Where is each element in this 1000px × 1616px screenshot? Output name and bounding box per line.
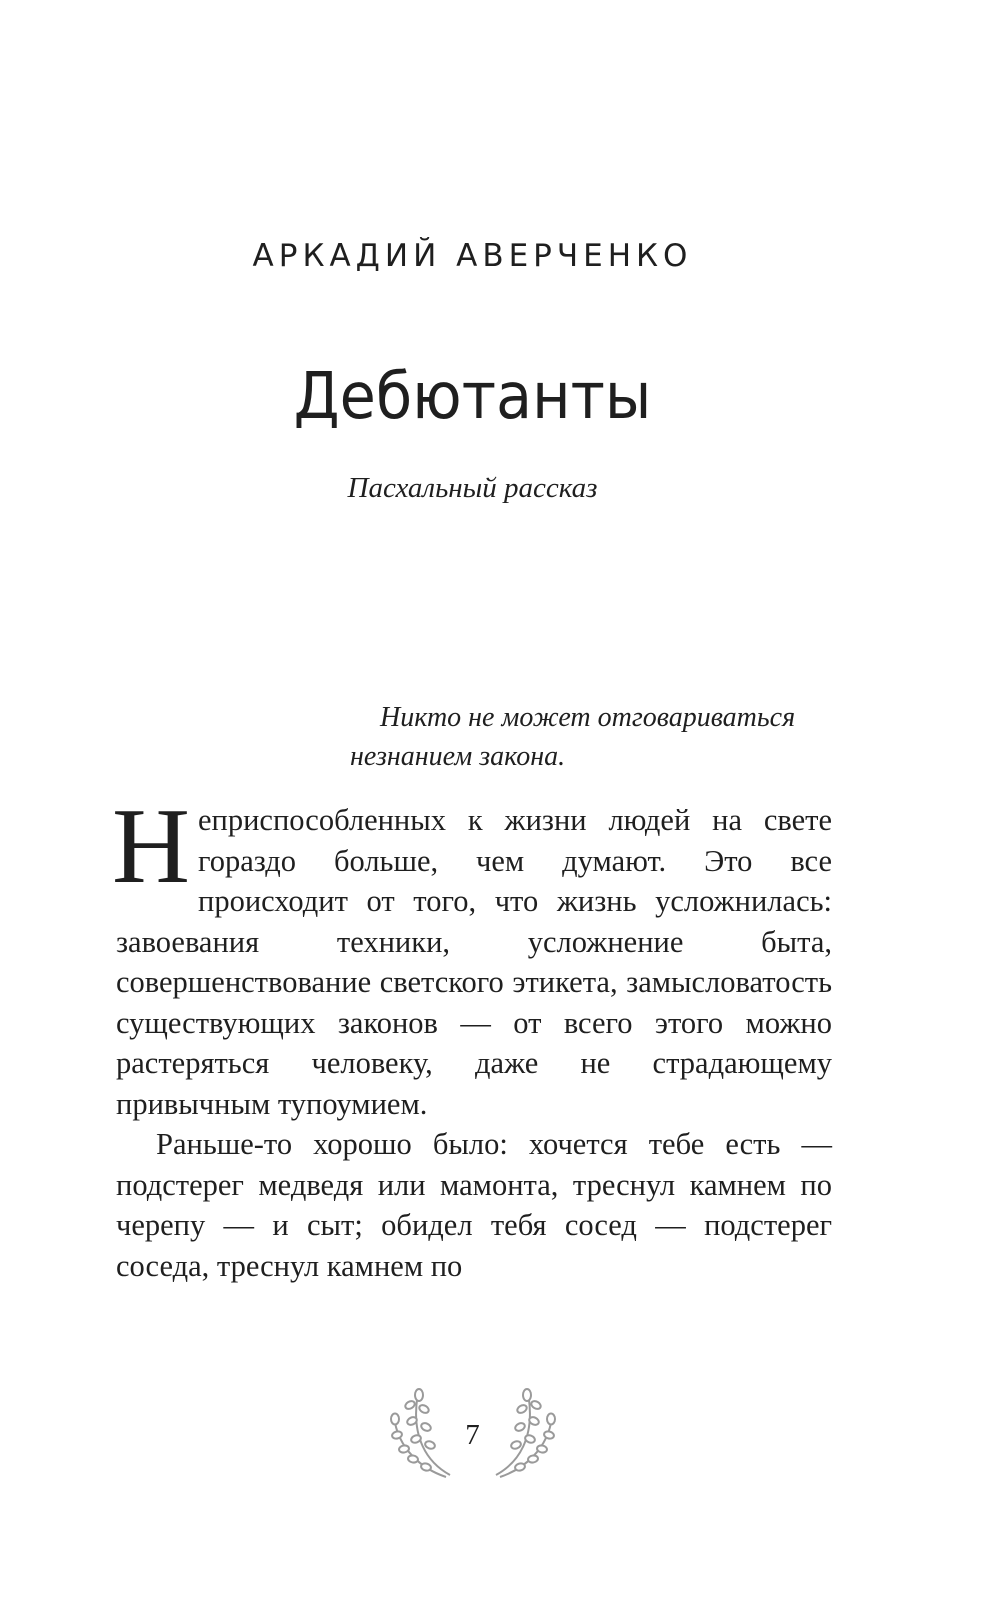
author-name: АРКАДИЙ АВЕРЧЕНКО xyxy=(252,238,693,274)
epigraph xyxy=(330,698,830,776)
story-subtitle: Пасхальный рассказ xyxy=(347,472,598,504)
paragraph-text: Раньше-то хорошо было: хочется тебе есть — подстерег медведя или мамонта, треснул камнем по черепу — и сыт; обидел тебя сосед — подстерег соседа, треснул камнем по xyxy=(116,1127,832,1283)
story-title: Дебютанты xyxy=(293,360,652,434)
willow-branch-icon xyxy=(488,1383,558,1483)
paragraph-text: еприспособленных к жизни людей на свете гораздо больше, чем думают. Это все происходит от того, что жизнь усложнилась: завоевания техники, усложнение быта, совершенствование светского этикета, замысловатость существующих законов — от всего этого можно растеряться человеку, даже не страдающему привычным тупоумием. xyxy=(116,803,832,1121)
story-body xyxy=(112,787,832,1286)
paragraph xyxy=(112,787,832,1124)
drop-cap: Н xyxy=(112,787,190,906)
epigraph-line: Никто не может отговариваться xyxy=(380,702,796,733)
epigraph-line: незнанием закона. xyxy=(350,741,566,772)
paragraph xyxy=(116,1124,832,1286)
page-number: 7 xyxy=(465,1419,480,1451)
page-footer xyxy=(0,1383,945,1493)
